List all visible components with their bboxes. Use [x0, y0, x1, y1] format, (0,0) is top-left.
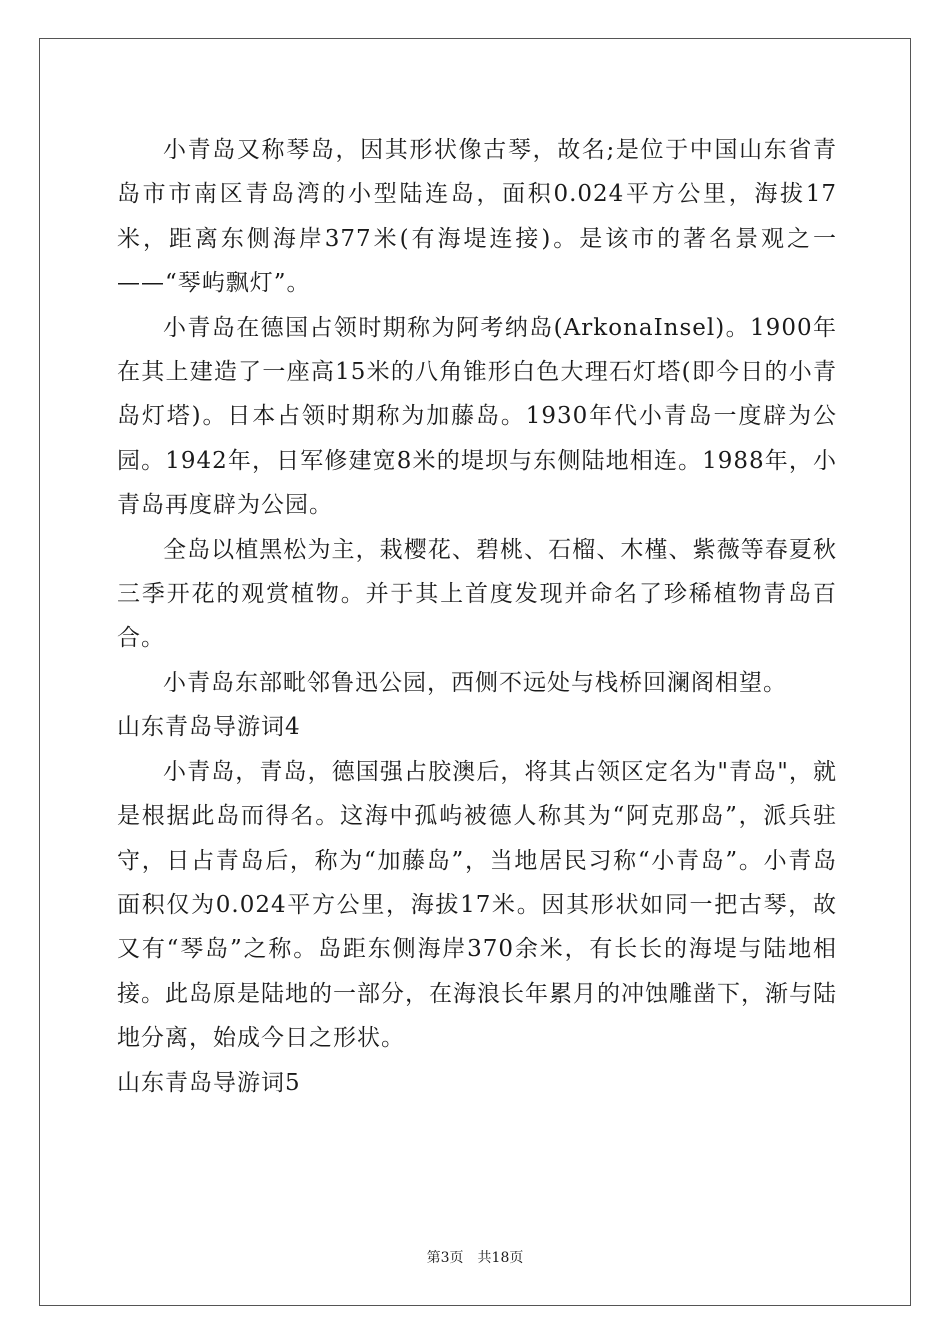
page-number: 第3页 — [426, 1250, 464, 1266]
paragraph: 小青岛东部毗邻鲁迅公园，西侧不远处与栈桥回澜阁相望。 — [163, 669, 787, 696]
section-heading: 山东青岛导游词5 — [117, 1069, 301, 1096]
paragraph: 小青岛，青岛，德国强占胶澳后，将其占领区定名为"青岛"，就是根据此岛而得名。这海中孤屿被德人称其为“阿克那岛”，派兵驻守，日占青岛后，称为“加藤岛”，当地居民习称“小青岛”。小青岛面积仅为0.024平方公里，海拔17米。因其形状如同一把古琴，故又有“琴岛”之称。岛距东侧海岸370余米，有长长的海堤与陆地相接。此岛原是陆地的一部分，在海浪长年累月的冲蚀雕凿下，渐与陆地分离，始成今日之形状。 — [117, 758, 837, 1052]
document-body — [117, 128, 837, 1105]
section-heading: 山东青岛导游词4 — [117, 714, 301, 741]
page-footer — [0, 1247, 950, 1267]
paragraph: 全岛以植黑松为主，栽樱花、碧桃、石榴、木槿、紫薇等春夏秋三季开花的观赏植物。并于其上首度发现并命名了珍稀植物青岛百合。 — [117, 536, 837, 652]
paragraph: 小青岛在德国占领时期称为阿考纳岛(ArkonaInsel)。1900年在其上建造了一座高15米的八角锥形白色大理石灯塔(即今日的小青岛灯塔)。日本占领时期称为加藤岛。1930年代小青岛一度辟为公园。1942年，日军修建宽8米的堤坝与东侧陆地相连。1988年，小青岛再度辟为公园。 — [117, 314, 837, 519]
paragraph: 小青岛又称琴岛，因其形状像古琴，故名;是位于中国山东省青岛市市南区青岛湾的小型陆连岛，面积0.024平方公里，海拔17米，距离东侧海岸377米(有海堤连接)。是该市的著名景观之一——“琴屿飘灯”。 — [117, 137, 837, 297]
page-total: 共18页 — [477, 1250, 524, 1266]
